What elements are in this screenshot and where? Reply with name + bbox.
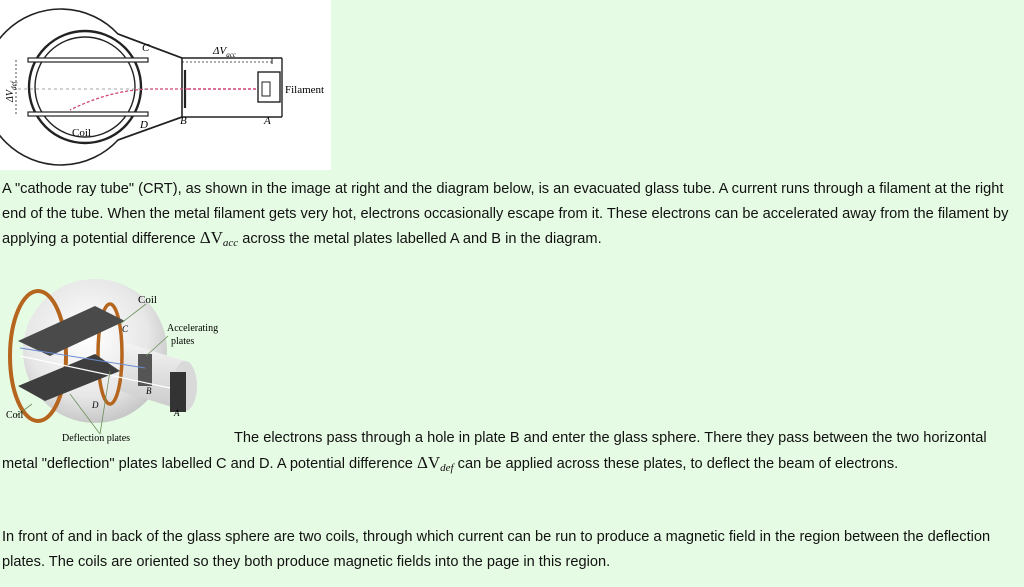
label-plates: plates [171, 336, 195, 347]
paragraph-1-text-end: across the metal plates labelled A and B in the diagram. [238, 231, 602, 247]
coil-ring-inner [35, 37, 135, 137]
label-filament: Filament [285, 84, 325, 96]
label-c: C [142, 42, 150, 54]
paragraph-3: In front of and in back of the glass sphere are two coils, through which current can be run to produce a magnetic field in the region between the deflection plates. The coils are oriented so they both produce magnetic fields into the page in this region. [2, 529, 991, 570]
label-coil-top: Coil [138, 294, 157, 306]
label-c: C [122, 324, 129, 334]
crt-diagram [0, 0, 331, 170]
crt-3d-illustration [0, 276, 230, 444]
paragraph-1 [2, 177, 1022, 256]
paragraph-1-text: A "cathode ray tube" (CRT), as shown in the image at right and the diagram below, is an evacuated glass tube. A current runs through a filament at the right end of the tube. When the metal filament gets very hot, electrons occasionally escape from it. These electrons can be accelerated away from the filament by applying a potential difference [2, 181, 1009, 247]
crt-3d-svg [0, 276, 230, 444]
plate-c [28, 58, 148, 62]
plate-a [170, 372, 186, 412]
paragraph-2-text-end: can be applied across these plates, to deflect the beam of electrons. [453, 455, 899, 472]
neck-bottom [118, 117, 182, 140]
label-a: A [174, 408, 180, 418]
filament [262, 82, 270, 96]
math-dvdef: $\Delta V_{def}$ [416, 452, 454, 474]
label-deflection-plates: Deflection plates [62, 433, 131, 444]
beam-deflected [70, 89, 188, 110]
label-dvacc: $\Delta V_{acc}$ [213, 45, 236, 59]
math-dvacc: $\Delta V_{acc}$ [199, 228, 239, 249]
paragraph-2-text: The electrons pass through a hole in plate B and enter the glass sphere. There they pass between the two horizontal metal "deflection" plates labelled C and D. A potential difference [2, 430, 987, 472]
paragraph-2 [2, 426, 1022, 480]
crt-diagram-svg [0, 0, 331, 170]
label-coil: Coil [72, 127, 91, 139]
label-b: B [180, 115, 187, 127]
plate-d [28, 112, 148, 116]
label-b: B [146, 386, 152, 396]
label-dvdef: $\Delta V_{def}$ [5, 81, 18, 102]
neck-top [118, 34, 182, 58]
label-accelerating: Accelerating [167, 323, 219, 334]
label-a: A [264, 115, 271, 127]
label-d: D [140, 119, 148, 131]
label-coil-left: Coil [6, 410, 24, 421]
label-d: D [92, 400, 99, 410]
